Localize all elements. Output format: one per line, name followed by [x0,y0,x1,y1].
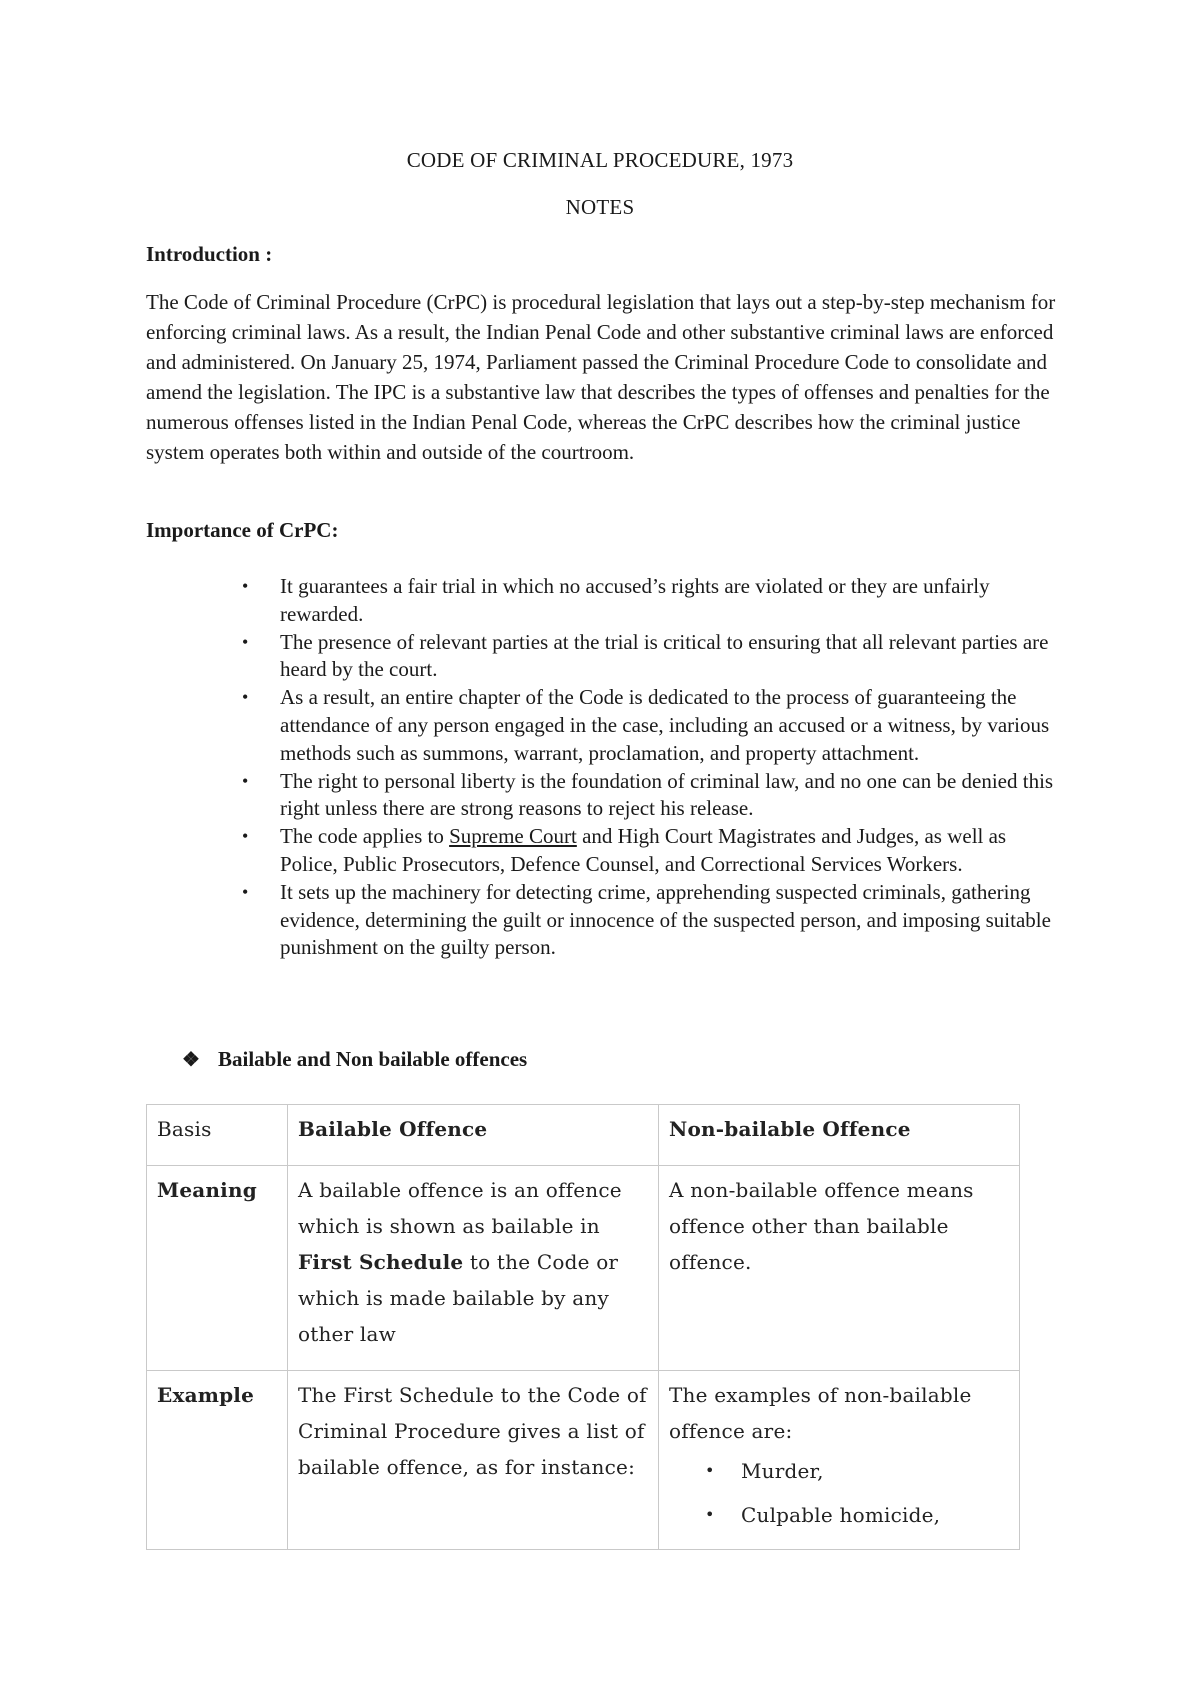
list-item [146,629,1066,685]
bullet-icon: • [242,826,249,847]
header-bailable-cell: Bailable Offence [288,1105,659,1166]
list-item [146,573,1066,629]
meaning-bailable-text-after: to the Code or which is made bailable by any other law [298,1250,619,1346]
non-bailable-examples-list [669,1453,1009,1533]
bullet-icon: • [705,1505,715,1524]
example-bailable-cell: The First Schedule to the Code of Criminal Procedure gives a list of bailable offence, as for instance: [288,1371,659,1550]
table-row [147,1166,1020,1371]
introduction-paragraph: The Code of Criminal Procedure (CrPC) is procedural legislation that lays out a step-by-step mechanism for enforcing criminal laws. As a result, the Indian Penal Code and other substantive criminal laws are enforced and administered. On January 25, 1974, Parliament passed the Criminal Procedure Code to consolidate and amend the legislation. The IPC is a substantive law that describes the types of offenses and penalties for the numerous offenses listed in the Indian Penal Code, whereas the CrPC describes how the criminal justice system operates both within and outside of the courtroom. [146,290,1056,464]
list-item [669,1453,1009,1489]
bullet-icon: • [705,1461,715,1480]
supreme-court-link[interactable]: Supreme Court [449,824,577,849]
list-item-text: The presence of relevant parties at the trial is critical to ensuring that all relevant parties are heard by the court. [280,629,1049,682]
list-item-text: The right to personal liberty is the foundation of criminal law, and no one can be denied this right unless there are strong reasons to reject his release. [280,768,1054,821]
list-item-text-before: The code applies to [280,824,450,849]
document-subtitle: NOTES [565,195,635,219]
importance-bullet-list [146,573,1066,962]
meaning-bailable-text-before: A bailable offence is an offence which is shown as bailable in [298,1178,622,1238]
first-schedule-text: First Schedule [298,1250,464,1274]
diamond-bullet-icon: ❖ [182,1049,200,1071]
offences-comparison-table [146,1104,1020,1550]
bullet-icon: • [242,770,249,791]
meaning-non-bailable-cell: A non-bailable offence means offence other than bailable offence. [659,1166,1020,1371]
list-item-text: As a result, an entire chapter of the Code is dedicated to the process of guaranteeing the attendance of any person engaged in the case, including an accused or a witness, by various methods such as summons, warrant, proclamation, and property attachment. [280,685,1050,765]
list-item [146,823,1066,879]
example-label-cell: Example [147,1371,288,1550]
offences-section-heading [182,1047,527,1072]
header-basis-cell: Basis [147,1105,288,1166]
introduction-heading: Introduction : [146,242,273,266]
header-non-bailable-cell: Non-bailable Offence [659,1105,1020,1166]
offences-heading-text: Bailable and Non bailable offences [218,1047,528,1071]
example-non-bailable-intro: The examples of non-bailable offence are: [669,1383,972,1443]
list-item [146,768,1066,824]
table-header-row [147,1105,1020,1166]
bullet-icon: • [242,881,249,902]
meaning-label-cell: Meaning [147,1166,288,1371]
meaning-bailable-cell [288,1166,659,1371]
list-item [146,879,1066,962]
table-row [147,1371,1020,1550]
list-item [669,1497,1009,1533]
example-non-bailable-cell [659,1371,1020,1550]
list-item-text-after: and High Court Magistrates and Judges, as well as Police, Public Prosecutors, Defence Counsel, and Correctional Services Workers. [280,824,1007,876]
list-item-text: It sets up the machinery for detecting crime, apprehending suspected criminals, gathering evidence, determining the guilt or innocence of the suspected person, and imposing suitable punishment on the guilty person. [280,879,1051,960]
bullet-icon: • [242,576,249,596]
list-item-text: Murder, [741,1459,824,1483]
list-item-text: It guarantees a fair trial in which no accused’s rights are violated or they are unfairly rewarded. [280,574,990,626]
list-item-text: Culpable homicide, [741,1503,941,1527]
list-item [146,684,1066,767]
document-title: CODE OF CRIMINAL PROCEDURE, 1973 [406,148,794,172]
bullet-icon: • [242,687,249,708]
bullet-icon: • [242,631,249,652]
importance-heading: Importance of CrPC: [146,518,339,542]
